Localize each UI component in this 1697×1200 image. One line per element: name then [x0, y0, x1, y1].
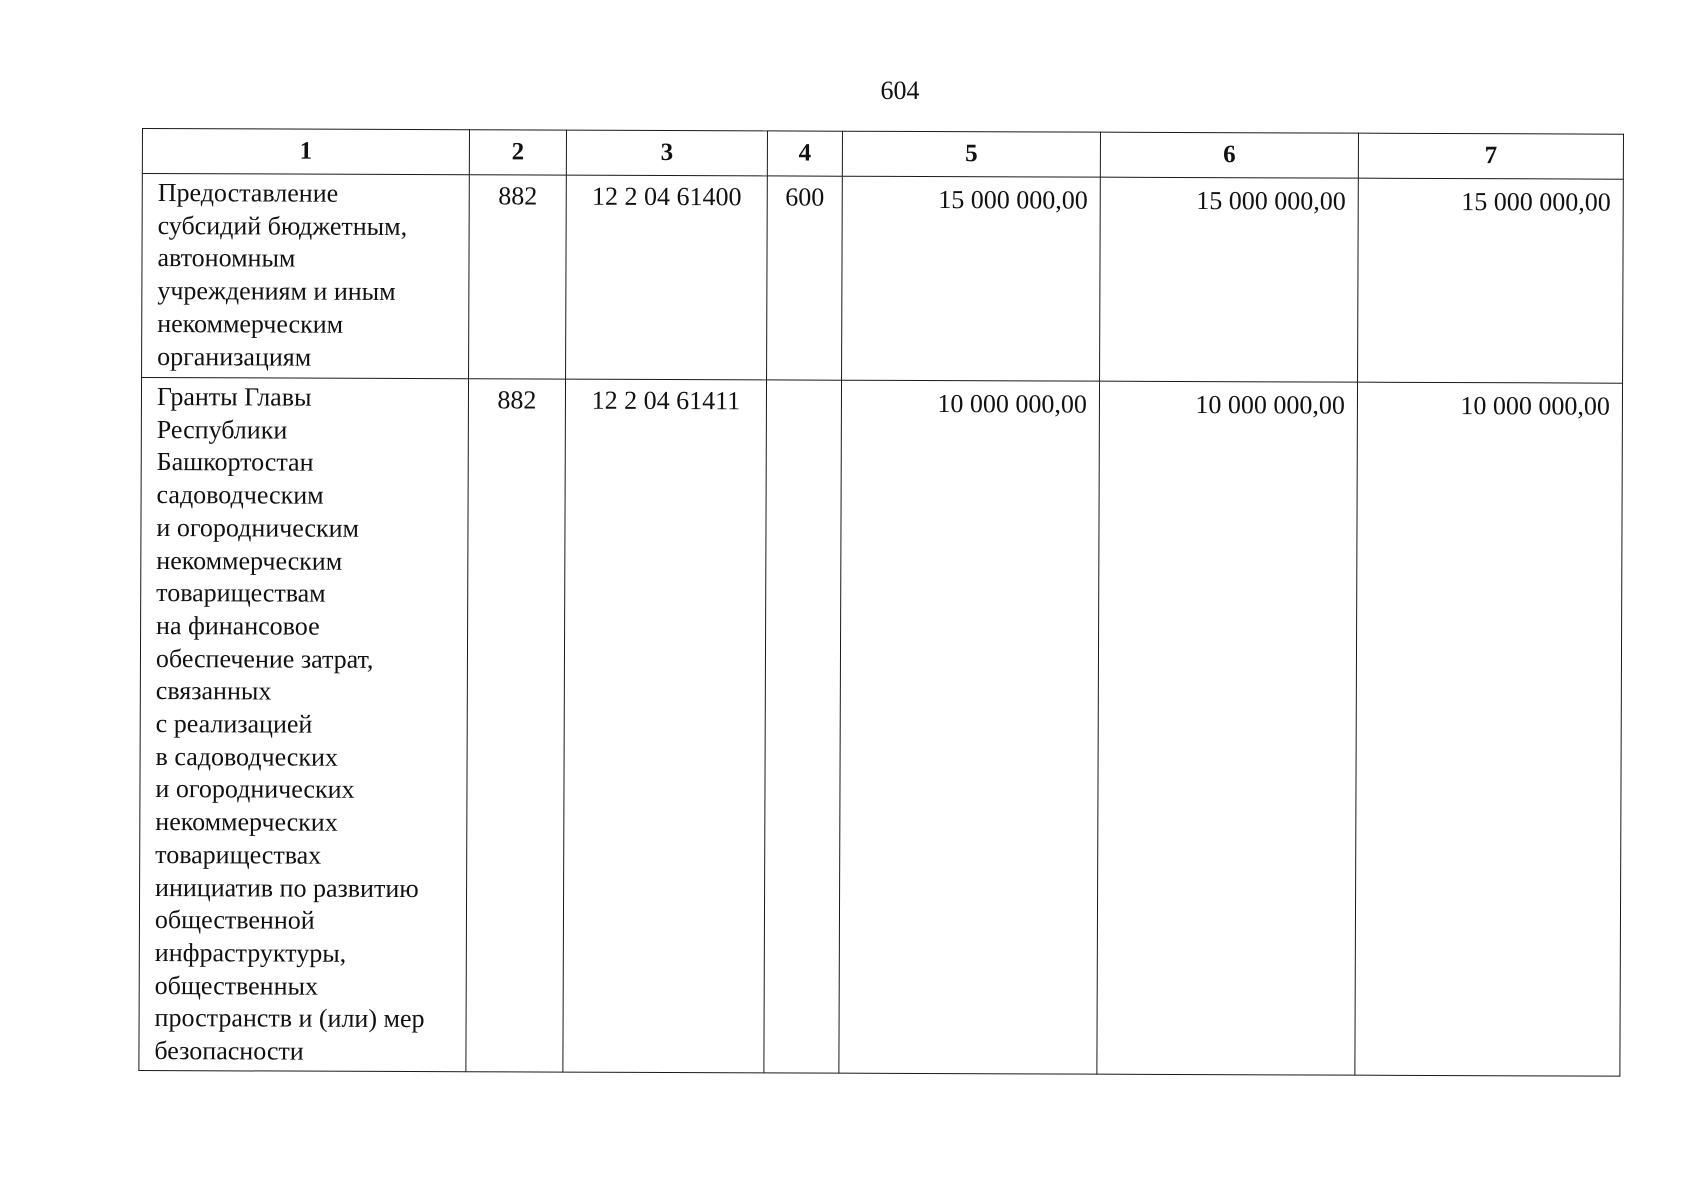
row-name-line: Гранты Главы — [156, 382, 312, 412]
row-name-line: некоммерческим — [156, 545, 343, 576]
row-code-4-cell: 600 — [767, 176, 843, 380]
row-amount-5-cell: 10 000 000,00 — [839, 380, 1100, 1074]
row-name-line: общественных — [154, 970, 319, 1001]
row-name-line: Предоставление — [157, 178, 339, 208]
row-name-line: общественной — [154, 905, 315, 935]
column-header-2: 2 — [469, 130, 566, 175]
column-header-3: 3 — [566, 130, 767, 176]
row-code-2-cell: 882 — [469, 175, 567, 379]
row-name-line: Башкортостан — [156, 447, 314, 478]
row-name-line: некоммерческих — [155, 807, 338, 837]
row-name-line: автономным — [157, 243, 296, 273]
column-header-1: 1 — [142, 129, 469, 175]
row-amount-7-cell: 15 000 000,00 — [1358, 178, 1624, 383]
row-name-line: товариществам — [156, 578, 326, 608]
row-name-line: пространств и (или) мер — [154, 1003, 425, 1034]
row-name-line: инфраструктуры, — [154, 938, 347, 968]
table-row — [139, 378, 1623, 1076]
column-header-7: 7 — [1358, 133, 1623, 179]
row-name-line: связанных — [155, 676, 272, 706]
column-header-6: 6 — [1100, 132, 1358, 178]
row-code-2-cell: 882 — [466, 379, 566, 1072]
row-code-3-cell: 12 2 04 61400 — [566, 175, 768, 380]
table-header-row — [142, 129, 1623, 180]
row-name-cell — [142, 174, 470, 379]
row-amount-7-cell: 10 000 000,00 — [1355, 382, 1623, 1076]
row-name-line: в садоводческих — [155, 741, 338, 772]
row-name-line: обеспечение затрат, — [155, 643, 374, 674]
row-name-line: субсидий бюджетным, — [157, 210, 408, 241]
row-name-line: некоммерческим — [157, 308, 344, 339]
row-name-line: на финансовое — [156, 610, 320, 641]
row-name-line: безопасности — [154, 1036, 304, 1066]
row-name-line: Республики — [156, 414, 288, 445]
row-amount-5-cell: 15 000 000,00 — [842, 176, 1101, 381]
column-header-4: 4 — [767, 131, 842, 176]
row-code-3-cell: 12 2 04 61411 — [563, 379, 767, 1073]
row-name-line: учреждениям и иным — [157, 276, 396, 307]
row-name-line: и огородническим — [156, 512, 360, 543]
page-number: 604 — [880, 76, 920, 105]
column-header-5: 5 — [842, 131, 1100, 177]
budget-table — [138, 128, 1624, 1076]
row-code-4-cell — [764, 380, 842, 1073]
row-name-line: организациям — [157, 341, 312, 372]
row-amount-6-cell: 15 000 000,00 — [1100, 177, 1359, 382]
table-row — [142, 174, 1624, 384]
row-name-line: товариществах — [155, 839, 322, 870]
row-name-line: садоводческим — [156, 480, 324, 510]
row-amount-6-cell: 10 000 000,00 — [1097, 381, 1358, 1075]
row-name-line: с реализацией — [155, 709, 313, 739]
row-name-cell — [139, 378, 469, 1072]
row-name-line: инициатив по развитию — [155, 872, 419, 903]
row-name-line: и огороднических — [155, 774, 355, 805]
